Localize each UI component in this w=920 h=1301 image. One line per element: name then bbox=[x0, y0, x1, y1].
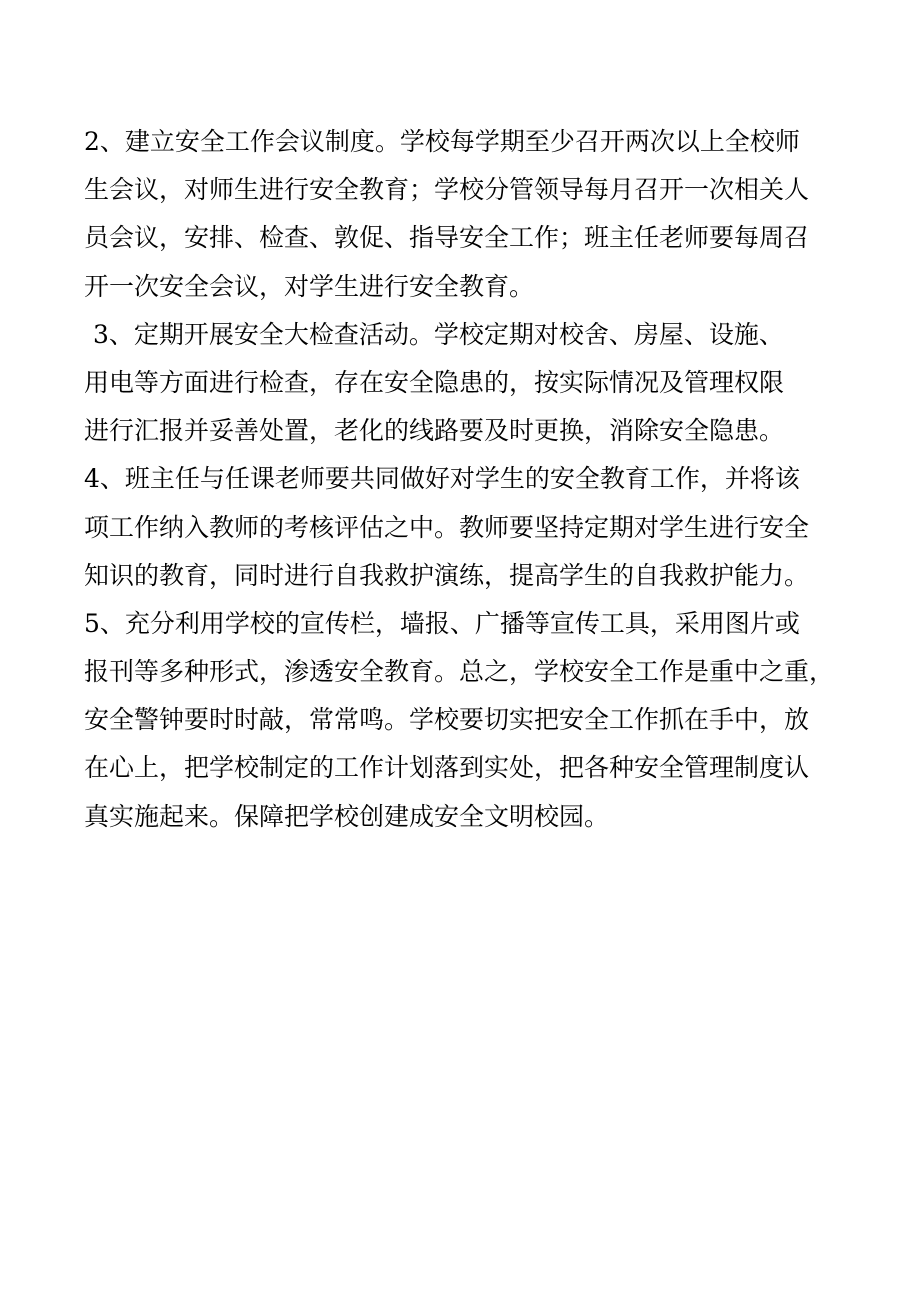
text-line: 5、充分利用学校的宣传栏，墙报、广播等宣传工具，采用图片或 bbox=[84, 608, 800, 638]
text-line: 开一次安全会议，对学生进行安全教育。 bbox=[84, 271, 535, 301]
text-line: 真实施起来。保障把学校创建成安全文明校园。 bbox=[84, 801, 610, 831]
text-line: 知识的教育，同时进行自我救护演练，提高学生的自我救护能力。 bbox=[84, 560, 810, 590]
text-line: 报刊等多种形式，渗透安全教育。总之，学校安全工作是重中之重， bbox=[84, 657, 835, 687]
text-line: 在心上，把学校制定的工作计划落到实处，把各种安全管理制度认 bbox=[84, 753, 810, 783]
text-line: 4、班主任与任课老师要共同做好对学生的安全教育工作，并将该 bbox=[84, 464, 800, 494]
text-line: 2、建立安全工作会议制度。学校每学期至少召开两次以上全校师 bbox=[84, 127, 800, 156]
text-line: 项工作纳入教师的考核评估之中。教师要坚持定期对学生进行安全 bbox=[84, 512, 810, 542]
text-line: 安全警钟要时时敲，常常鸣。学校要切实把安全工作抓在手中，放 bbox=[84, 705, 810, 735]
text-line: 进行汇报并妥善处置，老化的线路要及时更换，消除安全隐患。 bbox=[84, 416, 785, 446]
text-line: 用电等方面进行检查，存在安全隐患的，按实际情况及管理权限 bbox=[84, 367, 785, 397]
text-line: 员会议，安排、检查、敦促、指导安全工作；班主任老师要每周召 bbox=[84, 223, 810, 253]
document-body bbox=[84, 118, 864, 841]
text-line: 3、定期开展安全大检查活动。学校定期对校舍、房屋、设施、 bbox=[93, 319, 784, 349]
text-line: 生会议，对师生进行安全教育；学校分管领导每月召开一次相关人 bbox=[84, 175, 810, 205]
